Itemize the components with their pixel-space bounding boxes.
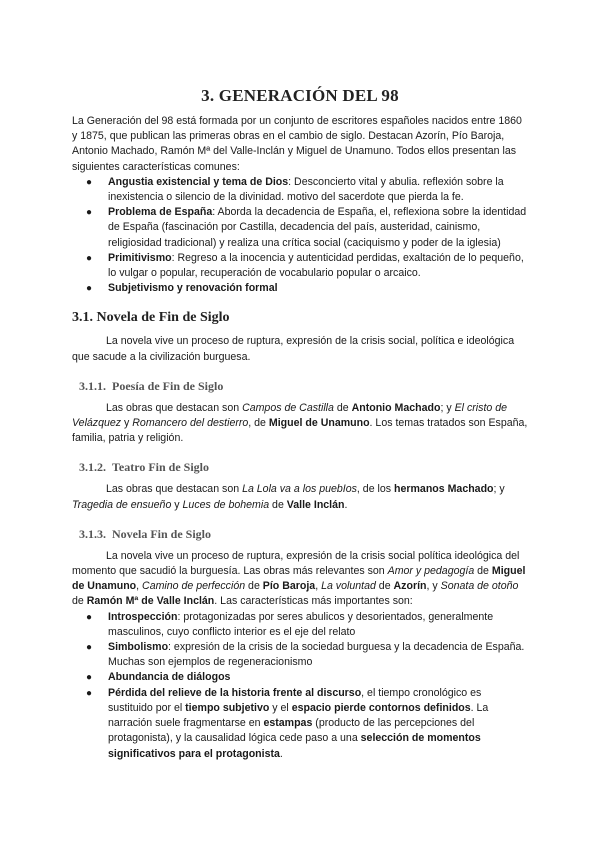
feature-term: Abundancia de diálogos xyxy=(108,671,231,684)
section-paragraph: La novela vive un proceso de ruptura, expresión de la crisis social, política e ideológica que sacude a la civilización burguesa. xyxy=(72,335,515,363)
author-name: Azorín xyxy=(393,580,427,593)
feature-term: Subjetivismo y renovación formal xyxy=(108,282,278,295)
bullet-icon: ● xyxy=(86,687,93,699)
subsection-heading-poesia xyxy=(79,379,528,394)
list-item xyxy=(86,640,528,670)
list-item xyxy=(86,251,528,281)
work-title: Tragedia de ensueño xyxy=(72,498,172,511)
teatro-paragraph: Las obras que destacan son La Lola va a los puebIos, de los hermanos Machado; y Tragedia de ensueño y Luces de bohemia de Valle Inclán. xyxy=(72,483,505,511)
subsection-number: 3.1.3. xyxy=(79,526,106,541)
feature-text: : Desconcierto vital y abulia. reflexión sobre la inexistencia o silencio de la divinidad. motivo del sacerdote que pierda la fe. xyxy=(108,175,504,204)
work-title: Sonata de otoño xyxy=(440,580,519,593)
intro-paragraph: La Generación del 98 está formada por un conjunto de escritores españoles nacidos entre 1860 y 1875, que publican las primeras obras en el cambio de siglo. Destacan Azorín, Pío Baroja, Antonio Machado, Ramón Mª del Valle-Inclán y Miguel de Unamuno. Todos ellos presentan las siguientes características comunes: xyxy=(72,115,522,173)
novela-features-list xyxy=(72,610,528,762)
bullet-icon: ● xyxy=(86,642,93,654)
feature-text: : expresión de la crisis de la sociedad burguesa y la decadencia de España. Muchas son ejemplos de regeneracionismo xyxy=(108,641,525,669)
work-title: Camino de perfección xyxy=(142,580,246,593)
work-title: Romancero del destierro xyxy=(132,417,249,430)
subsection-heading-teatro xyxy=(79,460,528,475)
author-name: Miguel de Unamuno xyxy=(268,417,370,430)
subsection-title: Teatro Fin de Siglo xyxy=(112,460,210,475)
author-name: Antonio Machado xyxy=(351,401,441,414)
bullet-icon: ● xyxy=(86,672,93,684)
feature-term: Simbolismo xyxy=(108,641,169,654)
bullet-icon: ● xyxy=(86,176,93,188)
work-title: El cristo de Velázquez xyxy=(72,401,508,430)
feature-term: Problema de España xyxy=(108,206,213,219)
list-item: ● Pérdida del relieve de la historia frente al discurso, el tiempo cronológico es sustituido por el tiempo subjetivo y el espacio pierde contornos definidos. La narración suele fragmentarse en estampas (producto de las percepciones del protagonista), y la causalidad lógica cede paso a una selección de momentos significativos para el protagonista. xyxy=(86,686,489,760)
feature-text: : Aborda la decadencia de España, el, reflexiona sobre la identidad de España (fascinación por Castilla, decadencia del país, austeridad, cainismo, religiosidad tradicional) y realiza una crítica social (caciquismo y poder de la iglesia) xyxy=(108,206,527,249)
document-page xyxy=(72,86,528,762)
bullet-icon: ● xyxy=(86,611,93,623)
section-heading: 3.1. Novela de Fin de Siglo xyxy=(72,310,230,326)
bullet-icon: ● xyxy=(86,252,93,264)
poesia-paragraph: Las obras que destacan son Campos de Castilla de Antonio Machado; y El cristo de Velázquez y Romancero del destierro, de Miguel de Unamuno. Los temas tratados son España, familia, patria y religión. xyxy=(72,401,528,445)
list-item xyxy=(86,175,528,205)
bullet-icon: ● xyxy=(86,207,93,219)
bullet-icon: ● xyxy=(86,283,93,295)
feature-term: Introspección xyxy=(108,610,178,623)
subsection-number: 3.1.1. xyxy=(79,378,106,393)
feature-term: Angustia existencial y tema de Dios xyxy=(108,175,289,188)
subsection-heading-novela xyxy=(79,527,528,542)
features-list xyxy=(72,175,528,297)
novela-paragraph: La novela vive un proceso de ruptura, expresión de la crisis social política ideológica del momento que sacudió la burguesía. Las obras más relevantes son Amor y pedagogía de Miguel de Unamuno, Camino de perfección de Pío Baroja, La voluntad de Azorín, y Sonata de otoño de Ramón Mª de Valle Inclán. Las características más importantes son: xyxy=(72,549,526,608)
author-name: Ramón Mª de Valle Inclán xyxy=(86,595,215,608)
page-title: 3. GENERACIÓN DEL 98 xyxy=(201,86,399,105)
list-item xyxy=(86,610,528,640)
work-title: Luces de bohemia xyxy=(182,498,270,511)
list-item xyxy=(86,670,528,685)
author-name: Miguel de Unamuno xyxy=(72,565,526,593)
feature-text: : protagonizadas por seres abulicos y desorientados, generalmente masculinos, cuyo conflicto interior es el eje del relato xyxy=(108,610,494,638)
work-title: Amor y pedagogía xyxy=(387,565,475,578)
list-item xyxy=(86,281,528,296)
author-name: hermanos Machado xyxy=(394,483,494,496)
author-name: Pío Baroja xyxy=(262,580,316,593)
subsection-number: 3.1.2. xyxy=(79,460,106,475)
work-title: La voluntad xyxy=(321,580,376,593)
feature-term: Primitivismo xyxy=(108,251,172,264)
feature-text: : Regreso a la inocencia y autenticidad perdidas, exaltación de lo pequeño, lo vulgar o popular, recuperación de vocabulario popular o arcaico. xyxy=(108,251,524,280)
work-title: Campos de Castilla xyxy=(242,401,334,414)
subsection-title: Novela Fin de Siglo xyxy=(112,526,212,541)
list-item xyxy=(86,205,528,251)
author-name: Valle Inclán xyxy=(286,498,345,511)
work-title: La Lola va a los puebIos xyxy=(242,483,357,496)
subsection-title: Poesía de Fin de Siglo xyxy=(112,378,224,393)
feature-term: Pérdida del relieve de la historia frente al discurso xyxy=(108,686,362,699)
